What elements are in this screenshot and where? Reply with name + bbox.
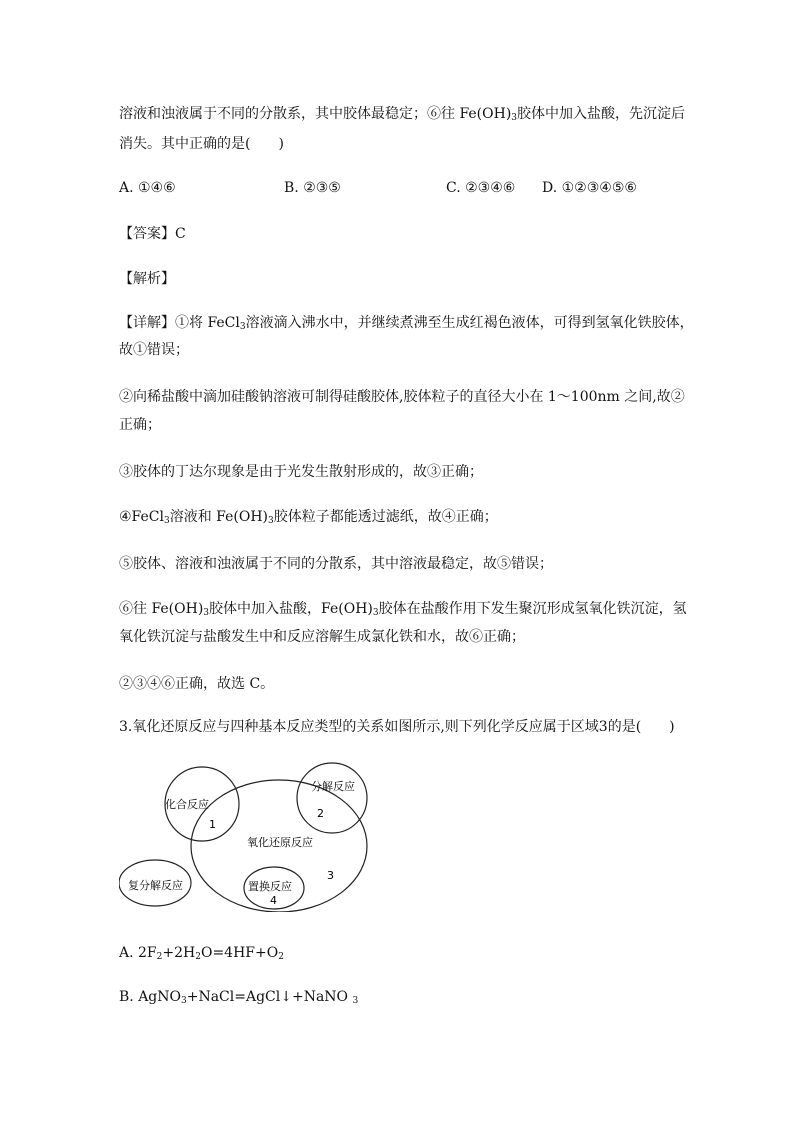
double-replacement-label: 复分解反应 [128,879,183,892]
option-c: C. ②③④⑥ [446,180,516,196]
detail-line-5: ③胶体的丁达尔现象是由于光发生散射形成的，故③正确； [119,464,483,480]
prev-question-line-1 [119,105,685,123]
text: O=4HF+O [200,945,279,961]
text: ⑥往 Fe(OH) [119,601,204,617]
subscript: 3 [372,608,379,618]
decomposition-circle [297,763,367,833]
region-4: 4 [270,894,277,907]
text: +2H [162,945,196,961]
redox-label: 氧化还原反应 [247,836,313,849]
subscript: 3 [268,516,274,526]
text: B. AgNO [119,989,181,1005]
subscript: 3 [203,608,210,618]
region-1: 1 [209,818,216,831]
option-a: A. ①④⑥ [119,180,176,196]
option-b-equation [119,988,358,1006]
text: 胶体粒子都能透过滤纸，故④正确； [273,509,498,525]
combination-label: 化合反应 [165,798,209,811]
option-b: B. ②③⑤ [284,180,341,196]
subscript: 2 [278,952,284,962]
text: +NaCl=AgCl↓+NaNO [186,989,353,1005]
detail-line-6 [119,508,498,526]
reaction-relationship-diagram [119,762,369,912]
text: A. 2F [119,945,157,961]
text: 【详解】①将 FeCl [119,315,240,331]
prev-question-line-2: 消失。其中正确的是( ) [119,136,284,152]
subscript: 3 [352,996,359,1006]
subscript: 3 [511,113,518,123]
answer-line: 【答案】C [119,226,186,242]
detail-line-2: 故①错误； [119,342,189,358]
detail-line-9: 氧化铁沉淀与盐酸发生中和反应溶解生成氯化铁和水，故⑥正确； [119,629,525,645]
region-2: 2 [317,807,324,820]
option-a-equation [119,944,284,962]
text: 溶液和浊液属于不同的分散系，其中胶体最稳定；⑥往 Fe(OH) [119,106,512,122]
detail-line-3: ②向稀盐酸中滴加硅酸钠溶液可制得硅酸胶体,胶体粒子的直径大小在 1～100nm 之间,故② [119,389,685,405]
text: 溶液和 Fe(OH) [169,509,269,525]
subscript: 3 [163,516,170,526]
text: ④FeCl [119,509,164,525]
detail-line-7: ⑤胶体、溶液和浊液属于不同的分散系，其中溶液最稳定，故⑤错误； [119,556,553,572]
question-3: 3.氧化还原反应与四种基本反应类型的关系如图所示,则下列化学反应属于区域3的是( ) [119,719,675,735]
subscript: 2 [156,952,163,962]
option-d: D. ①②③④⑤⑥ [542,180,637,196]
subscript: 3 [181,996,187,1006]
detail-line-10: ②③④⑥正确，故选 C。 [119,676,275,692]
text: 胶体在盐酸作用下发生聚沉形成氢氧化铁沉淀，氢 [378,601,687,617]
detail-line-4: 正确； [119,417,161,433]
analysis-heading: 【解析】 [119,271,175,287]
text: 胶体中加入盐酸，Fe(OH) [209,601,373,617]
subscript: 3 [239,322,246,332]
subscript: 2 [195,952,201,962]
text: 溶液滴入沸水中，并继续煮沸至生成红褐色液体，可得到氢氧化铁胶体， [245,315,694,331]
single-replacement-label: 置换反应 [248,880,292,893]
detail-line-1 [119,314,694,332]
text: 胶体中加入盐酸，先沉淀后 [517,106,686,122]
region-3: 3 [327,869,334,882]
detail-line-8 [119,600,687,618]
decomposition-label: 分解反应 [311,780,355,793]
